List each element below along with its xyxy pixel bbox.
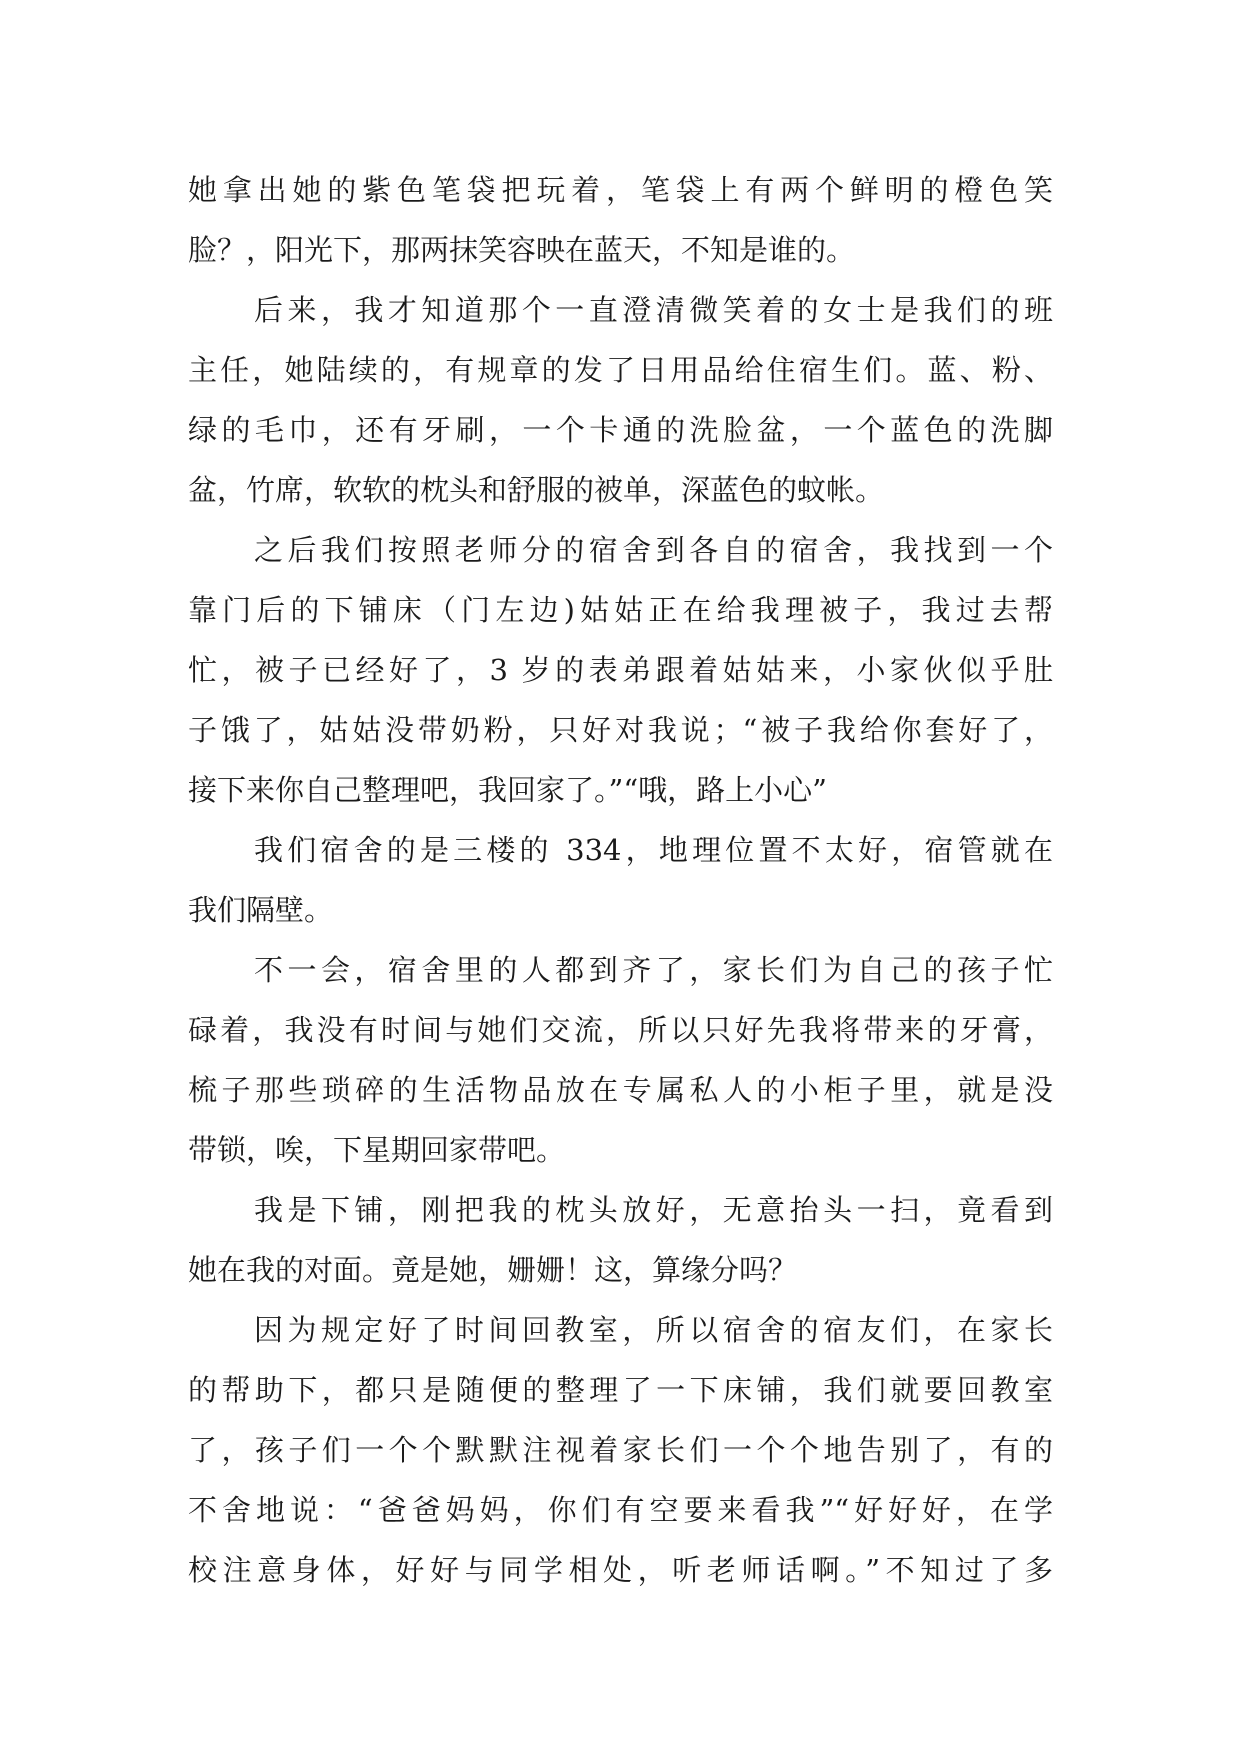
text-line: 不舍地说：“爸爸妈妈，你们有空要来看我”“好好好，在学 — [188, 1493, 1053, 1527]
paragraph — [188, 160, 1053, 280]
text-line: 之后我们按照老师分的宿舍到各自的宿舍，我找到一个 — [254, 533, 1053, 567]
text-line: 绿的毛巾，还有牙刷，一个卡通的洗脸盆，一个蓝色的洗脚 — [188, 413, 1053, 447]
paragraph — [188, 280, 1053, 520]
text-line: 带锁，唉，下星期回家带吧。 — [188, 1133, 566, 1167]
paragraph — [188, 820, 1053, 940]
paragraph — [188, 1300, 1053, 1600]
text-line: 碌着，我没有时间与她们交流，所以只好先我将带来的牙膏， — [188, 1013, 1053, 1047]
text-line: 我们隔壁。 — [188, 893, 334, 927]
text-line: 不一会，宿舍里的人都到齐了，家长们为自己的孩子忙 — [254, 953, 1053, 987]
text-line: 她在我的对面。竟是她，姗姗！这，算缘分吗？ — [188, 1253, 798, 1287]
text-line: 盆，竹席，软软的枕头和舒服的被单，深蓝色的蚊帐。 — [188, 473, 885, 507]
text-line: 她拿出她的紫色笔袋把玩着，笔袋上有两个鲜明的橙色笑 — [188, 173, 1053, 207]
paragraph — [188, 1180, 1053, 1300]
text-line: 靠门后的下铺床（门左边)姑姑正在给我理被子，我过去帮 — [188, 593, 1053, 627]
text-line: 梳子那些琐碎的生活物品放在专属私人的小柜子里，就是没 — [188, 1073, 1053, 1107]
text-line: 我们宿舍的是三楼的 334，地理位置不太好，宿管就在 — [254, 833, 1053, 867]
document-body — [188, 160, 1053, 1600]
text-line: 后来，我才知道那个一直澄清微笑着的女士是我们的班 — [254, 293, 1053, 327]
text-line: 因为规定好了时间回教室，所以宿舍的宿友们，在家长 — [254, 1313, 1053, 1347]
text-line: 了，孩子们一个个默默注视着家长们一个个地告别了，有的 — [188, 1433, 1053, 1467]
paragraph — [188, 520, 1053, 820]
text-line: 校注意身体，好好与同学相处，听老师话啊。”不知过了多 — [188, 1553, 1053, 1587]
text-line: 脸？，阳光下，那两抹笑容映在蓝天，不知是谁的。 — [188, 233, 856, 267]
text-line: 子饿了，姑姑没带奶粉，只好对我说；“被子我给你套好了， — [188, 713, 1053, 747]
text-line: 主任，她陆续的，有规章的发了日用品给住宿生们。蓝、粉、 — [188, 353, 1053, 387]
text-line: 我是下铺，刚把我的枕头放好，无意抬头一扫，竟看到 — [254, 1193, 1053, 1227]
text-line: 忙，被子已经好了，3 岁的表弟跟着姑姑来，小家伙似乎肚 — [188, 653, 1053, 687]
text-line: 的帮助下，都只是随便的整理了一下床铺，我们就要回教室 — [188, 1373, 1053, 1407]
text-line: 接下来你自己整理吧，我回家了。”“哦，路上小心” — [188, 773, 827, 807]
paragraph — [188, 940, 1053, 1180]
